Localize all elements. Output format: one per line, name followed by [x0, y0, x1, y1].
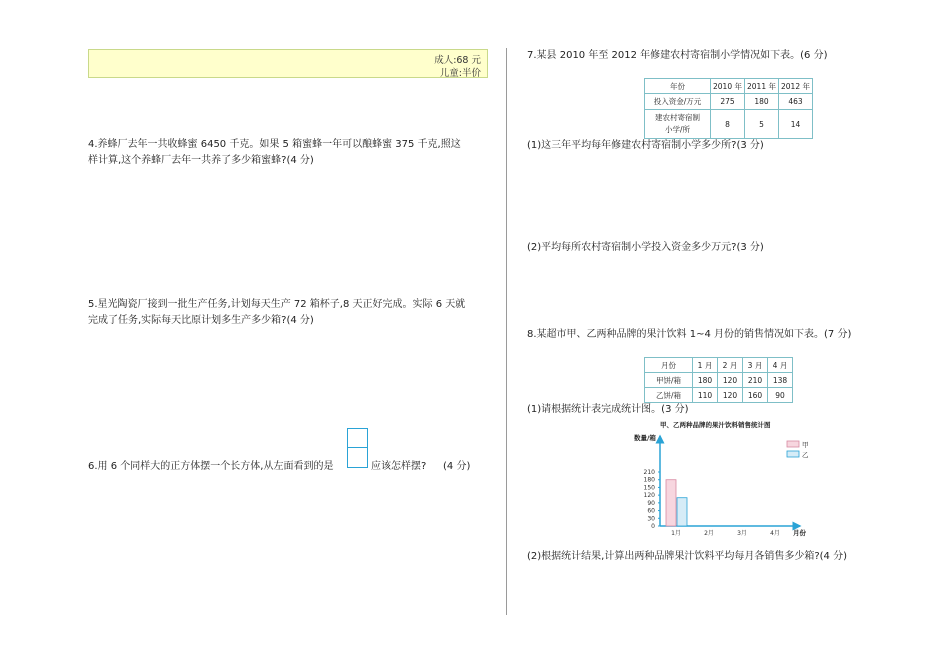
y-tick-label: 30	[647, 515, 655, 523]
y-tick-label: 120	[643, 492, 655, 500]
legend-label: 乙	[802, 451, 809, 459]
school-construction-table	[644, 78, 813, 139]
ticket-price-box	[88, 49, 488, 78]
y-tick-label: 210	[643, 469, 655, 476]
table-cell: 投入资金/万元	[645, 94, 711, 110]
table-cell: 138	[768, 373, 793, 388]
question-7-part1: (1)这三年平均每年修建农村寄宿制小学多少所?(3 分)	[527, 140, 764, 151]
question-8-title: 8.某超市甲、乙两种品牌的果汁饮料 1~4 月份的销售情况如下表。(7 分)	[527, 329, 852, 340]
table-cell: 年份	[645, 79, 711, 94]
question-8-part1: (1)请根据统计表完成统计图。(3 分)	[527, 404, 689, 415]
table-cell: 210	[743, 373, 768, 388]
question-6-text-b: 应该怎样摆?	[371, 461, 427, 472]
adult-price: 成人:68 元	[434, 55, 481, 66]
table-cell: 1 月	[693, 358, 718, 373]
question-4-line1: 4.养蜂厂去年一共收蜂蜜 6450 千克。如果 5 箱蜜蜂一年可以酿蜂蜜 375 千克,照这	[88, 139, 461, 150]
y-tick-label: 180	[643, 476, 655, 484]
cube-top	[347, 428, 368, 448]
question-5-line2: 完成了任务,实际每天比原计划多生产多少箱?(4 分)	[88, 315, 314, 326]
table-header-row	[645, 79, 813, 94]
x-tick-label: 1月	[671, 530, 681, 537]
legend-swatch	[787, 441, 799, 447]
column-divider	[506, 48, 507, 615]
table-row	[645, 373, 793, 388]
chart-y-label: 数量/箱	[634, 434, 656, 442]
table-cell: 90	[768, 388, 793, 403]
child-price: 儿童:半价	[439, 68, 481, 79]
table-cell: 463	[779, 94, 813, 110]
table-cell: 120	[718, 373, 743, 388]
table-cell: 2011 年	[745, 79, 779, 94]
cube-bottom	[347, 448, 368, 468]
table-cell: 乙饼/箱	[645, 388, 693, 403]
table-cell: 275	[711, 94, 745, 110]
table-cell: 2 月	[718, 358, 743, 373]
table-cell: 3 月	[743, 358, 768, 373]
question-8-part2: (2)根据统计结果,计算出两种品牌果汁饮料平均每月各销售多少箱?(4 分)	[527, 551, 847, 562]
bar-乙	[677, 498, 687, 526]
table-row	[645, 388, 793, 403]
table-cell: 月份	[645, 358, 693, 373]
table-row	[645, 110, 813, 139]
row-label-line1: 建农村寄宿制	[655, 113, 700, 122]
question-6-score: (4 分)	[443, 461, 471, 472]
legend-label: 甲	[802, 441, 809, 449]
table-cell: 5	[745, 110, 779, 139]
table-cell: 110	[693, 388, 718, 403]
table-cell: 14	[779, 110, 813, 139]
y-tick-label: 90	[647, 499, 655, 507]
juice-sales-table	[644, 357, 793, 403]
question-4-line2: 样计算,这个养蜂厂去年一共养了多少箱蜜蜂?(4 分)	[88, 155, 314, 166]
juice-sales-chart	[630, 418, 820, 544]
question-5-line1: 5.星光陶瓷厂接到一批生产任务,计划每天生产 72 箱杯子,8 天正好完成。实际 6 天就	[88, 299, 466, 310]
left-view-figure	[347, 428, 368, 468]
chart-x-label: 月份	[793, 529, 806, 537]
question-6-text-a: 6.用 6 个同样大的正方体摆一个长方体,从左面看到的是	[88, 461, 334, 472]
y-tick-label: 0	[651, 523, 655, 530]
table-cell: 180	[745, 94, 779, 110]
chart-y-ticks	[644, 469, 660, 530]
table-cell: 2012 年	[779, 79, 813, 94]
table-header-row	[645, 358, 793, 373]
table-cell: 8	[711, 110, 745, 139]
question-4	[88, 137, 461, 169]
table-cell: 甲饼/箱	[645, 373, 693, 388]
table-row	[645, 94, 813, 110]
table-cell: 2010 年	[711, 79, 745, 94]
question-5	[88, 297, 465, 329]
question-7-title: 7.某县 2010 年至 2012 年修建农村寄宿制小学情况如下表。(6 分)	[527, 50, 828, 61]
table-cell	[645, 110, 711, 139]
x-tick-label: 2月	[704, 530, 714, 537]
table-cell: 4 月	[768, 358, 793, 373]
chart-legend	[787, 441, 809, 459]
row-label-line2: 小学/所	[664, 125, 691, 134]
chart-bars	[666, 480, 687, 526]
y-tick-label: 150	[643, 484, 655, 492]
x-tick-label: 4月	[770, 530, 780, 537]
bar-甲	[666, 480, 676, 526]
chart-x-ticks	[671, 529, 780, 537]
y-tick-label: 60	[647, 507, 655, 515]
table-cell: 180	[693, 373, 718, 388]
legend-swatch	[787, 451, 799, 457]
chart-title: 甲、乙两种品牌的果汁饮料销售统计图	[660, 421, 771, 429]
table-cell: 160	[743, 388, 768, 403]
table-cell: 120	[718, 388, 743, 403]
x-tick-label: 3月	[737, 530, 747, 537]
question-7-part2: (2)平均每所农村寄宿制小学投入资金多少万元?(3 分)	[527, 242, 764, 253]
